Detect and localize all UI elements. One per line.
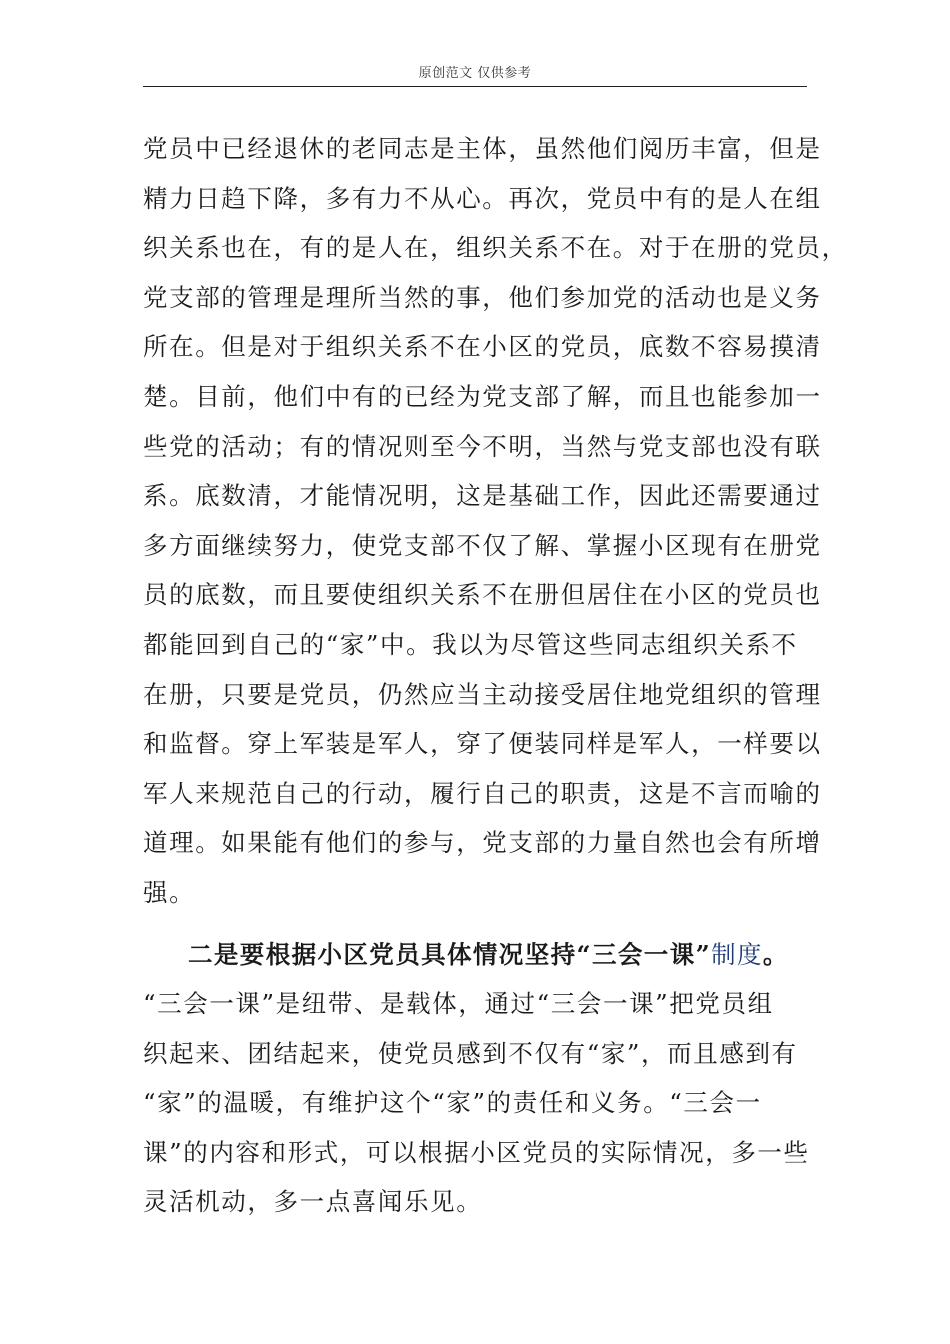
text-line: 织关系也在，有的是人在，组织关系不在。对于在册的党员， — [143, 233, 848, 263]
text-line: 精力日趋下降，多有力不从心。再次，党员中有的是人在组 — [143, 183, 822, 213]
text-line: 党员中已经退休的老同志是主体，虽然他们阅历丰富，但是 — [143, 134, 822, 163]
text-line: 课”的内容和形式，可以根据小区党员的实际情况，多一些 — [143, 1137, 810, 1167]
document-body — [143, 124, 848, 1227]
heading-accent: 制度 — [711, 939, 763, 969]
text-line: 和监督。穿上军装是军人，穿了便装同样是军人，一样要以 — [143, 729, 822, 759]
text-line: 楚。目前，他们中有的已经为党支部了解，而且也能参加一 — [143, 381, 822, 411]
text-line: “三会一课”是纽带、是载体，通过“三会一课”把党员组 — [143, 989, 774, 1019]
text-line: 织起来、团结起来，使党员感到不仅有“家”，而且感到有 — [143, 1038, 798, 1068]
text-line: 员的底数，而且要使组织关系不在册但居住在小区的党员也 — [143, 580, 822, 610]
text-line: 系。底数清，才能情况明，这是基础工作，因此还需要通过 — [143, 481, 822, 511]
text-line: 党支部的管理是理所当然的事，他们参加党的活动也是义务 — [143, 282, 822, 312]
section-heading — [143, 930, 813, 980]
paragraph-continuation — [143, 124, 848, 918]
text-line: 所在。但是对于组织关系不在小区的党员，底数不容易摸清 — [143, 332, 822, 362]
text-line: 在册，只要是党员，仍然应当主动接受居住地党组织的管理 — [143, 679, 822, 709]
text-line: 都能回到自己的“家”中。我以为尽管这些同志组织关系不 — [143, 629, 798, 659]
text-line: 灵活机动，多一点喜闻乐见。 — [143, 1187, 483, 1217]
text-line: 道理。如果能有他们的参与，党支部的力量自然也会有所增 — [143, 828, 822, 858]
header-text: 原创范文 仅供参考 — [418, 66, 532, 81]
heading-main: 二是要根据小区党员具体情况坚持“三会一课” — [188, 939, 712, 969]
paragraph-section — [143, 979, 813, 1227]
heading-end: 。 — [762, 939, 789, 969]
text-line: 强。 — [143, 877, 196, 907]
text-line: 多方面继续努力，使党支部不仅了解、掌握小区现有在册党 — [143, 530, 822, 560]
text-line: “家”的温暖，有维护这个“家”的责任和义务。“三会一 — [143, 1088, 762, 1118]
text-line: 军人来规范自己的行动，履行自己的职责，这是不言而喻的 — [143, 778, 822, 808]
text-line: 些党的活动；有的情况则至今不明，当然与党支部也没有联 — [143, 431, 822, 461]
page-header — [143, 62, 807, 87]
